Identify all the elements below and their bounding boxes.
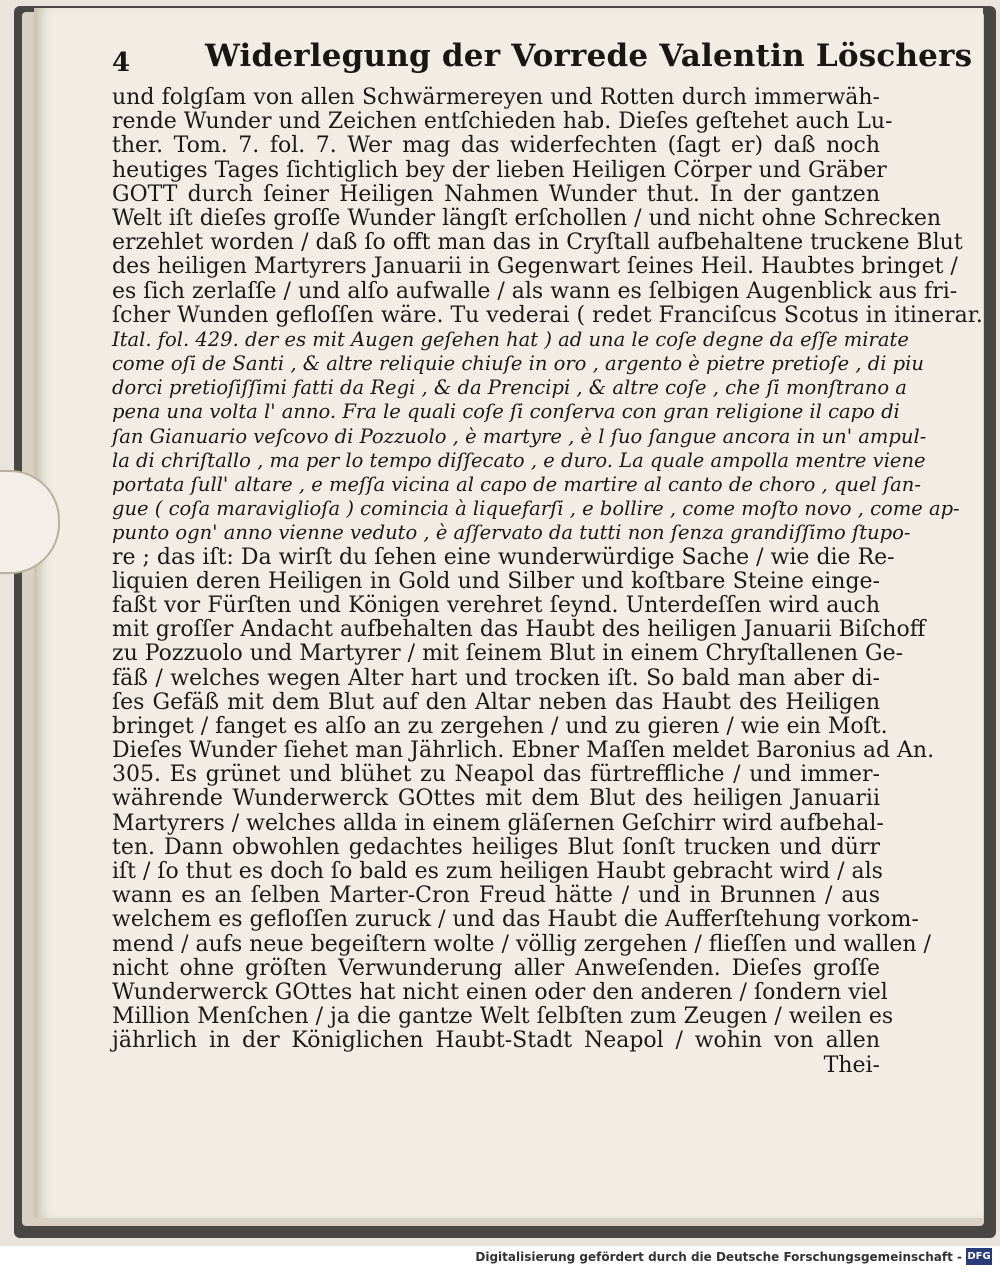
text-line: mit groſſer Andacht aufbehalten das Haubt des heiligen Januarii Biſchoff: [112, 617, 926, 643]
text-line: ſes Gefäß mit dem Blut auf den Altar neben das Haubt des Heiligen: [112, 689, 880, 715]
text-line: Dieſes Wunder ſiehet man Jährlich. Ebner Maſſen meldet Baronius ad An.: [112, 738, 935, 764]
text-line: rende Wunder und Zeichen entſchieden hab. Dieſes geſtehet auch Lu-: [112, 109, 893, 135]
text-line: gue ( coſa maraviglioſa ) comincia à liquefarſi , e bollire , come moſto novo , come ap-: [112, 497, 960, 521]
text-line: ſan Gianuario veſcovo di Pozzuolo , è martyre , è l ſuo ſangue ancora in un' ampul-: [112, 424, 927, 448]
text-line: iſt / ſo thut es doch ſo bald es zum heiligen Haubt gebracht wird / als: [112, 859, 883, 884]
text-line: Welt iſt dieſes groſſe Wunder längſt erſchollen / und nicht ohne Schrecken: [112, 205, 942, 231]
text-line: pena una volta l' anno. Fra le quali coſe ſi conſerva con gran religione il capo di: [112, 400, 900, 424]
text-line: Ital. fol. 429. der es mit Augen geſehen hat ) ad una le coſe degne da eſſe mirate: [112, 327, 909, 351]
text-line: währende Wunderwerck GOttes mit dem Blut des heiligen Januarii: [112, 786, 880, 812]
text-line: es ſich zerlaſſe / und alſo aufwalle / als wann es ſelbigen Augenblick aus fri-: [112, 278, 958, 304]
text-line: come oſi de Santi , & altre reliquie chiuſe in oro , argento è pietre pretioſe , di piu: [112, 352, 924, 376]
text-line: portata ſull' altare , e meſſa vicina al capo de martire al canto de choro , quel ſan-: [112, 473, 921, 496]
text-line: ther. Tom. 7. fol. 7. Wer mag das widerfechten (ſagt er) daß noch: [112, 133, 880, 159]
text-line: fäß / welches wegen Alter hart und trocken iſt. So bald man aber di-: [112, 665, 880, 691]
page-body-text: [112, 85, 983, 1078]
text-line: Martyrers / welches allda in einem gläſernen Geſchirr wird aufbehal-: [112, 810, 884, 836]
text-line: mend / aufs neue begeiſtern wolte / völlig zergehen / flieſſen und wallen /: [112, 931, 931, 957]
text-line: Million Menſchen / ja die gantze Welt ſelbſten zum Zeugen / weilen es: [112, 1004, 894, 1030]
text-line: punto ogn' anno vienne veduto , è aſſervato da tutti non ſenza grandiſſimo ſtupo-: [112, 521, 911, 545]
text-line: ten. Dann obwohlen gedachtes heiliges Blut ſonſt trucken und dürr: [112, 834, 880, 860]
footer-credit: Digitalisierung gefördert durch die Deutsche Forschungsgemeinschaft -: [475, 1250, 962, 1264]
text-line: erzehlet worden / daß ſo offt man das in Cryſtall aufbehaltene truckene Blut: [112, 230, 963, 256]
text-line: liquien deren Heiligen in Gold und Silber und koſtbare Steine einge-: [112, 568, 880, 594]
text-line: faßt vor Fürſten und Königen verehret ſeynd. Unterdeſſen wird auch: [112, 592, 880, 618]
text-line: wann es an ſelben Marter-Cron Freud hätte / und in Brunnen / aus: [112, 883, 880, 909]
text-line: des heiligen Martyrers Januarii in Gegenwart ſeines Heil. Haubtes bringet /: [112, 254, 958, 280]
text-line: heutiges Tages ſichtiglich bey der lieben Heiligen Cörper und Gräber: [112, 157, 887, 183]
text-line: zu Pozzuolo und Martyrer / mit ſeinem Blut in einem Chryſtallenen Ge-: [112, 641, 904, 667]
text-line: jährlich in der Königlichen Haubt-Stadt Neapol / wohin von allen: [112, 1028, 880, 1054]
text-line: la di chriſtallo , ma per lo tempo diſſecato , e duro. La quale ampolla mentre viene: [112, 448, 926, 472]
text-line: bringet / fanget es alſo an zu zergehen / und zu gieren / wie ein Moſt.: [112, 713, 888, 739]
text-line: re ; das iſt: Da wirſt du ſehen eine wunderwürdige Sache / wie die Re-: [112, 544, 895, 570]
text-line: nicht ohne gröſten Verwunderung aller Anweſenden. Dieſes groſſe: [112, 955, 880, 981]
text-line: welchem es gefloſſen zuruck / und das Haubt die Aufferſtehung vorkom-: [112, 907, 919, 933]
text-line: 305. Es grünet und blühet zu Neapol das fürtreffliche / und immer-: [112, 762, 880, 788]
text-line: dorci pretioſiſſimi fatti da Regi , & da Prencipi , & altre coſe , che ſi monſtrano a: [112, 376, 907, 400]
text-line: ſcher Wunden gefloſſen wäre. Tu vederai ( redet Franciſcus Scotus in itinerar.: [112, 302, 983, 328]
text-line: GOTT durch ſeiner Heiligen Nahmen Wunder thut. In der gantzen: [112, 181, 880, 207]
running-head: Widerlegung der Vorrede Valentin Löschers: [205, 38, 973, 74]
catchword: Thei-: [823, 1052, 880, 1078]
text-line: Wunderwerck GOttes hat nicht einen oder den anderen / ſondern viel: [112, 979, 888, 1005]
page-number: 4: [112, 48, 131, 78]
text-line: und folgſam von allen Schwärmereyen und Rotten durch immerwäh-: [112, 85, 880, 110]
dfg-logo: DFG: [966, 1248, 992, 1265]
